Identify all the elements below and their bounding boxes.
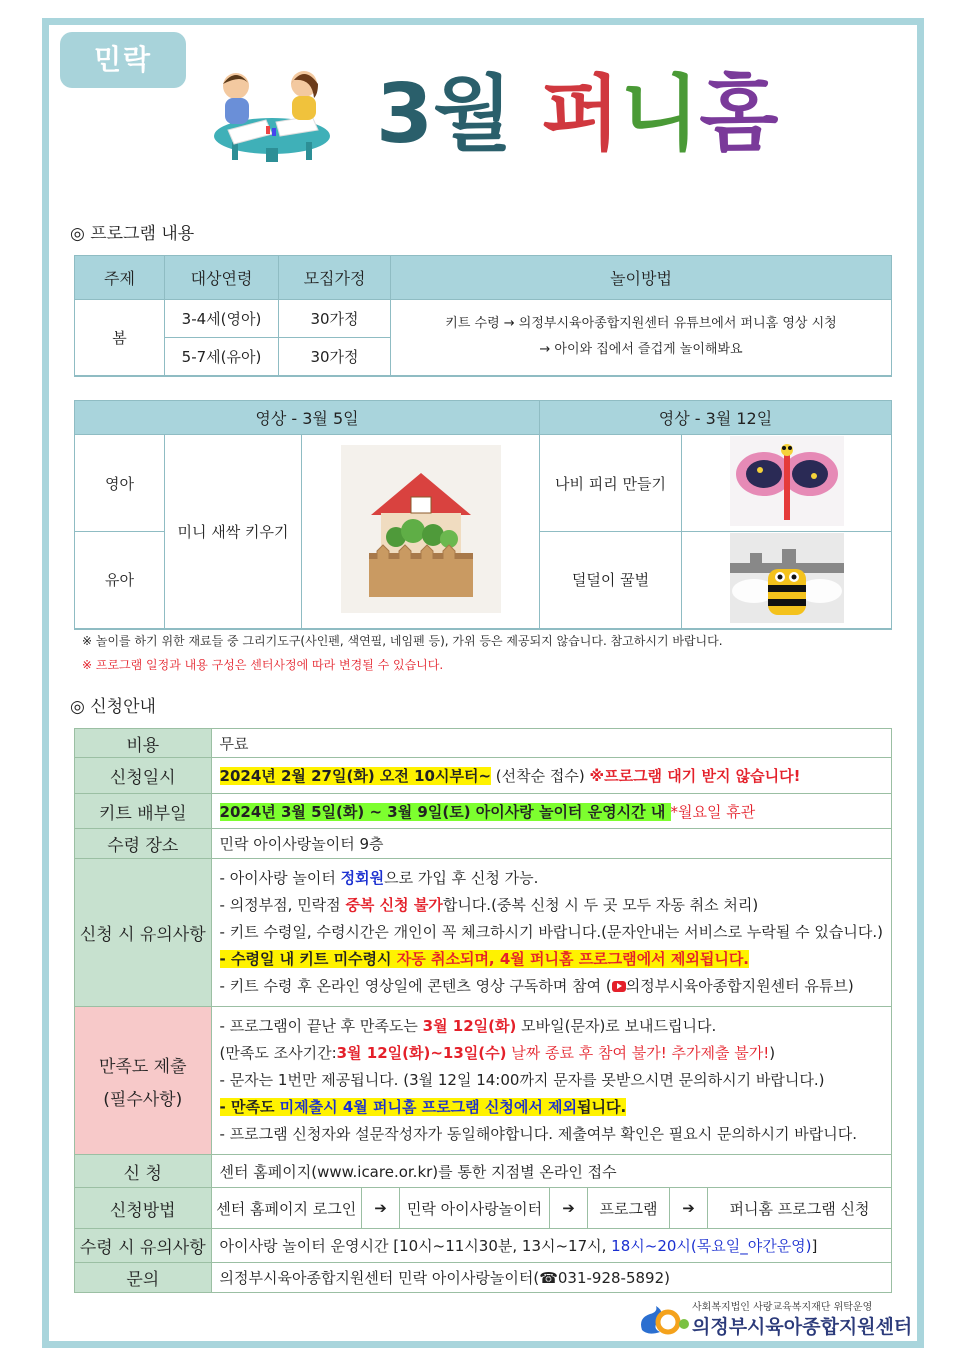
caution-duplicate: 중복 신청 불가 <box>345 896 443 914</box>
method-steps-cell <box>211 1188 891 1229</box>
bee-photo-cell <box>682 532 892 629</box>
survey-line-3: - 문자는 1번만 제공됩니다. (3월 12일 14:00까지 문자를 못받으시면 문의하시기 바랍니다.) <box>219 1071 825 1089</box>
survey-line-5: - 프로그램 신청자와 설문작성자가 동일해야합니다. 제출여부 확인은 필요시 문의하시기 바랍니다. <box>219 1125 857 1143</box>
kit-highlight: 2024년 3월 5일(화) ~ 3월 9일(토) 아이사랑 놀이터 운영시간 내 <box>219 802 671 821</box>
cost-label: 비용 <box>75 729 212 758</box>
col-method: 놀이방법 <box>391 256 892 300</box>
survey-value <box>211 1007 891 1155</box>
activity-mar12-infant: 나비 피리 만들기 <box>540 435 682 532</box>
title-char-1: 퍼 <box>540 67 621 162</box>
apply-label: 신 청 <box>75 1155 212 1188</box>
caution-line-2 <box>220 892 883 919</box>
sprout-house-photo-cell <box>302 435 540 629</box>
step-login: 센터 홈페이지 로그인 <box>212 1188 362 1228</box>
center-logo-icon <box>636 1298 690 1338</box>
age-cell: 5-7세(유아) <box>165 338 279 376</box>
caution-member: 정회원 <box>340 869 385 887</box>
households-cell: 30가정 <box>279 338 391 376</box>
caution-label: 신청 시 유의사항 <box>75 859 212 1007</box>
pickup-text: 아이사랑 놀이터 운영시간 [10시~11시30분, 13시~17시, <box>219 1237 612 1255</box>
kit-value <box>211 794 891 829</box>
method-steps <box>212 1188 891 1228</box>
survey-label-line-2: (필수사항) <box>103 1089 183 1110</box>
survey-text: ) <box>769 1044 776 1062</box>
method-line-1: 키트 수령 → 의정부시육아종합지원센터 유튜브에서 퍼니홈 영상 시청 <box>445 316 837 332</box>
survey-line-2 <box>220 1040 883 1067</box>
title-month: 3월 <box>376 67 513 162</box>
caution-line-5 <box>220 973 883 1000</box>
caution-value <box>211 859 891 1007</box>
caution-line-4 <box>220 946 883 973</box>
survey-text: - 프로그램이 끝난 후 만족도는 <box>219 1017 423 1035</box>
apply-value: 센터 홈페이지(www.icare.or.kr)를 통한 지점별 온라인 접수 <box>211 1155 891 1188</box>
arrow-icon: ➔ <box>362 1188 400 1228</box>
method-cell <box>391 300 892 376</box>
pickup-text: ] <box>811 1237 818 1255</box>
topic-cell: 봄 <box>75 300 165 376</box>
kit-label: 키트 배부일 <box>75 794 212 829</box>
pickup-night-hours: 18시~20시(목요일_야간운영) <box>611 1237 812 1255</box>
bee-craft-photo <box>730 533 844 623</box>
survey-line-4 <box>220 1094 883 1121</box>
caution-uncollected: - 수령일 내 키트 미수령시 <box>219 950 397 968</box>
date-plain: (선착순 접수) <box>491 767 590 785</box>
contact-value: 의정부시육아종합지원센터 민락 아이사랑놀이터(☎031-928-5892) <box>211 1263 891 1293</box>
caution-excluded: 자동 취소되며, 4월 퍼니홈 프로그램에서 제외됩니다. <box>396 950 750 968</box>
caution-text: - 의정부점, 민락점 <box>219 896 346 914</box>
caution-text: 합니다.(중복 신청 시 두 곳 모두 자동 취소 처리) <box>442 896 759 914</box>
org-name: 의정부시육아종합지원센터 <box>692 1316 913 1338</box>
survey-date: 3월 12일(화) <box>422 1017 517 1035</box>
sprout-house-photo <box>341 445 501 613</box>
date-value <box>211 758 891 794</box>
materials-note: ※ 놀이를 하기 위한 재료들 중 그리기도구(사인펜, 색연필, 네임펜 등), 가위 등은 제공되지 않습니다. 참고하시기 바랍니다. <box>82 634 723 648</box>
program-table <box>74 255 892 377</box>
org-operator: 사회복지법인 사랑교육복지재단 위탁운영 <box>692 1302 873 1313</box>
kit-closed-note: *월요일 휴관 <box>670 802 756 821</box>
caution-text: 으로 가입 후 신청 가능. <box>384 869 539 887</box>
children-playing-illustration <box>208 64 336 164</box>
caution-text: - 키트 수령 후 온라인 영상일에 콘텐츠 영상 구독하며 참여 ( <box>219 977 612 995</box>
row-label-infant: 영아 <box>75 435 165 532</box>
place-value: 민락 아이사랑놀이터 9층 <box>211 829 891 859</box>
date-label: 신청일시 <box>75 758 212 794</box>
title-char-2: 니 <box>620 67 700 162</box>
survey-text: 모바일(문자)로 보내드립니다. <box>516 1017 717 1035</box>
pickup-label: 수령 시 유의사항 <box>75 1229 212 1263</box>
butterfly-craft-photo <box>730 436 844 526</box>
center-logo <box>636 1296 913 1340</box>
method-label: 신청방법 <box>75 1188 212 1229</box>
youtube-icon <box>612 981 626 992</box>
title-char-3: 홈 <box>699 67 779 162</box>
col-age: 대상연령 <box>165 256 279 300</box>
place-label: 수령 장소 <box>75 829 212 859</box>
caution-line-1 <box>220 865 883 892</box>
arrow-icon: ➔ <box>550 1188 588 1228</box>
method-line-2: → 아이와 집에서 즐겁게 놀이해봐요 <box>539 342 743 358</box>
caution-text: 의정부시육아종합지원센터 유튜브) <box>625 977 854 995</box>
step-apply: 퍼니홈 프로그램 신청 <box>729 1199 870 1218</box>
caution-text: - 아이사랑 놀이터 <box>219 869 341 887</box>
cost-value: 무료 <box>211 729 891 758</box>
survey-deadline: 날짜 종료 후 참여 불가! 추가제출 불가! <box>506 1044 770 1062</box>
application-table <box>74 728 892 1293</box>
col-topic: 주제 <box>75 256 165 300</box>
col-households: 모집가정 <box>279 256 391 300</box>
pickup-value <box>211 1229 891 1263</box>
video-table <box>74 400 892 630</box>
survey-line-1 <box>220 1013 883 1040</box>
activity-mar12-child: 덜덜이 꿀벌 <box>540 532 682 629</box>
video-header-mar5: 영상 - 3월 5일 <box>75 401 540 435</box>
date-warning: ※프로그램 대기 받지 않습니다! <box>589 767 801 785</box>
survey-text: - 만족도 <box>219 1098 280 1116</box>
survey-text: (만족도 조사기간: <box>219 1044 337 1062</box>
caution-line-3: - 키트 수령일, 수령시간은 개인이 꼭 체크하시기 바랍니다.(문자안내는 서비스로 누락될 수 있습니다.) <box>219 923 883 941</box>
activity-mar5: 미니 새싹 키우기 <box>165 435 302 629</box>
survey-exclusion: 미제출시 4월 퍼니홈 프로그램 신청에서 제외 <box>279 1098 578 1116</box>
page-title <box>376 60 779 170</box>
survey-period: 3월 12일(화)~13일(수) <box>336 1044 507 1062</box>
video-header-mar12: 영상 - 3월 12일 <box>540 401 892 435</box>
survey-label <box>75 1007 212 1155</box>
program-section-title: ◎ 프로그램 내용 <box>70 224 195 244</box>
households-cell: 30가정 <box>279 300 391 338</box>
application-section-title: ◎ 신청안내 <box>70 697 156 717</box>
branch-tag: 민락 <box>60 32 186 88</box>
step-program: 프로그램 <box>588 1188 670 1228</box>
row-label-child: 유아 <box>75 532 165 629</box>
arrow-icon: ➔ <box>670 1188 708 1228</box>
survey-label-line-1: 만족도 제출 <box>99 1056 187 1077</box>
butterfly-photo-cell <box>682 435 892 532</box>
step-branch: 민락 아이사랑놀이터 <box>400 1188 550 1228</box>
schedule-note: ※ 프로그램 일정과 내용 구성은 센터사정에 따라 변경될 수 있습니다. <box>82 658 444 672</box>
age-cell: 3-4세(영아) <box>165 300 279 338</box>
date-highlight: 2024년 2월 27일(화) 오전 10시부터~ <box>219 767 492 785</box>
contact-label: 문의 <box>75 1263 212 1293</box>
survey-text: 됩니다. <box>577 1098 627 1116</box>
